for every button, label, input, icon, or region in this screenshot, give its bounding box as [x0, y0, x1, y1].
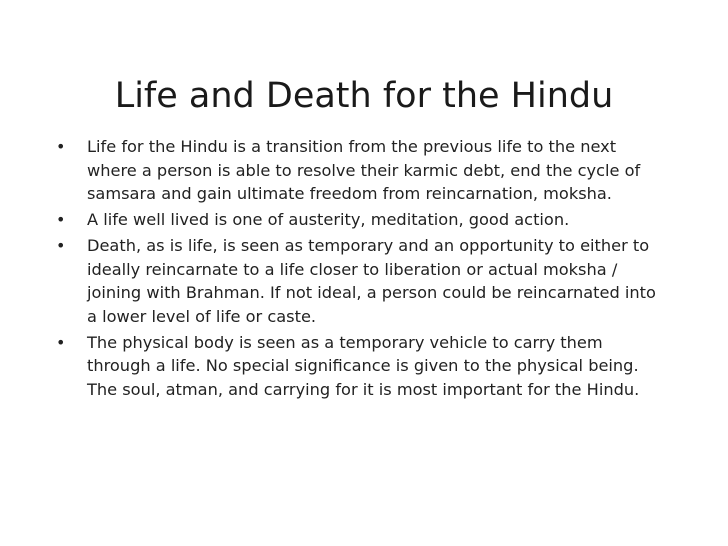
bullet-item	[56, 331, 666, 402]
bullet-item	[56, 208, 666, 232]
bullet-list	[56, 135, 666, 404]
slide-title: Life and Death for the Hindu	[114, 76, 614, 116]
bullet-text: The physical body is seen as a temporary vehicle to carry them through a life. No special significance is given to the physical being. The soul, atman, and carrying for it is most important for the Hindu.	[87, 332, 640, 400]
bullet-dot-icon: •	[56, 137, 66, 156]
bullet-item	[56, 135, 666, 206]
bullet-dot-icon: •	[56, 235, 66, 255]
bullet-dot-icon: •	[56, 210, 66, 230]
bullet-text: Life for the Hindu is a transition from the previous life to the next where a person is able to resolve their karmic debt, end the cycle of samsara and gain ultimate freedom from reincarnation, moksha.	[87, 137, 641, 204]
bullet-text: A life well lived is one of austerity, meditation, good action.	[87, 210, 570, 230]
bullet-text: Death, as is life, is seen as temporary and an opportunity to either to ideally reincarnate to a life closer to liberation or actual moksha / joining with Brahman. If not ideal, a person could be reincarnated into a lower level of life or caste.	[87, 235, 656, 326]
bullet-dot-icon: •	[56, 332, 66, 352]
bullet-item	[56, 234, 666, 329]
